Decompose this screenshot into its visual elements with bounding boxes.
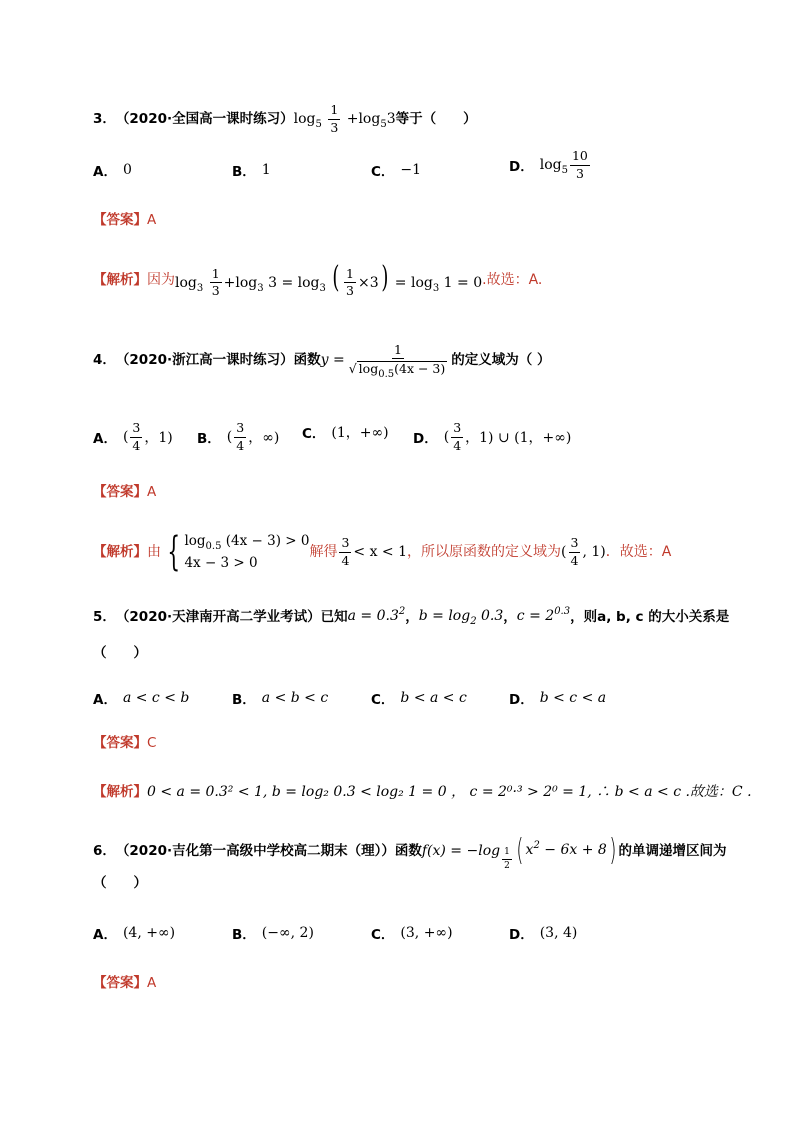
option-c: C． −1 [371,162,422,180]
question-expression: $\log_5$ $\frac{1}{3}$ $+\log_53$ [293,102,396,135]
question-5-paren: （ ） [93,645,147,661]
question-number: 3． [93,111,116,127]
option-b: B． 1 [232,162,271,180]
analysis-5: 【解析】 0 < a = 0.3² < 1, b = log₂ 0.3 < log₂ 1 = 0 ， c = 2⁰·³ > 2⁰ = 1, ∴ b < a < c .故选：C . [93,784,752,800]
option-b: B． a < b < c [232,690,329,708]
answer-4: 【答案】 A [93,484,157,500]
option-c: C． b < a < c [371,690,467,708]
option-b: B． ( $\frac{3}{4}$ ，∞) [197,420,280,453]
question-6-paren: （ ） [93,875,147,891]
analysis-3-formula: $\log_3$ $\frac{1}{3}$ $+\log_3$ $3 = \log_3$ ( $\frac{1}{3}$ $\times 3) = \log_3 1 = 0$ [175,259,483,298]
option-d: D． $\log_5$ $\frac{10}{3}$ [509,148,588,181]
question-6: 6． （2020·吉化第一高级中学校高二期末（理）） 函数 f(x) = −log $\frac{1}{2}$ ( $x^2 - 6x + 8$ ) 的单调递增区间为 [93,833,727,871]
option-a: A． ( $\frac{3}{4}$ ，1) [93,420,173,453]
question-tail: 等于（ ） [395,111,477,127]
option-d: D． (3, 4) [509,925,578,943]
question-5: 5． （2020·天津南开高二学业考试） 已知 $a = 0.3^2$ ， $b = \log_2 0.3$ ， $c = 2^{0.3}$ ，则a, b, c 的大小关系是 [93,606,730,627]
option-a: A． 0 [93,162,132,180]
analysis-3: 【解析】 因为 $\log_3$ $\frac{1}{3}$ $+\log_3$ $3 = \log_3$ ( $\frac{1}{3}$ $\times 3) = \log_3 1 = 0$ .故选：A. [93,259,543,298]
question-3 [93,104,704,134]
answer-6: 【答案】 A [93,975,157,991]
question-4: 4． （2020·浙江高一课时练习） 函数 y = 1 √ $\log_{0.5}(4x - 3)$ 的定义域为（ ） [93,341,551,381]
option-b: B． (−∞, 2) [232,925,314,943]
question-source: （2020·全国高一课时练习） [115,111,294,127]
option-c: C． (3, +∞) [371,925,453,943]
answer-5: 【答案】 C [93,735,157,751]
option-a: A． (4, +∞) [93,925,176,943]
option-a: A． a < c < b [93,690,190,708]
option-d: D． b < c < a [509,690,607,708]
analysis-4: 【解析】 由 { $\log_{0.5} (4x - 3) > 0$ 4x − 3 > 0 解得 $\frac{3}{4}$ < x < 1 ，所以原函数的定义域为 ( $\frac{3}{4}$ , 1) ．故选：A [93,529,672,575]
option-c: C． (1，+∞) [302,425,389,442]
answer-3: 【答案】 A [93,212,157,228]
option-d: D． ( $\frac{3}{4}$ ，1) ∪ (1，+∞) [413,420,572,453]
